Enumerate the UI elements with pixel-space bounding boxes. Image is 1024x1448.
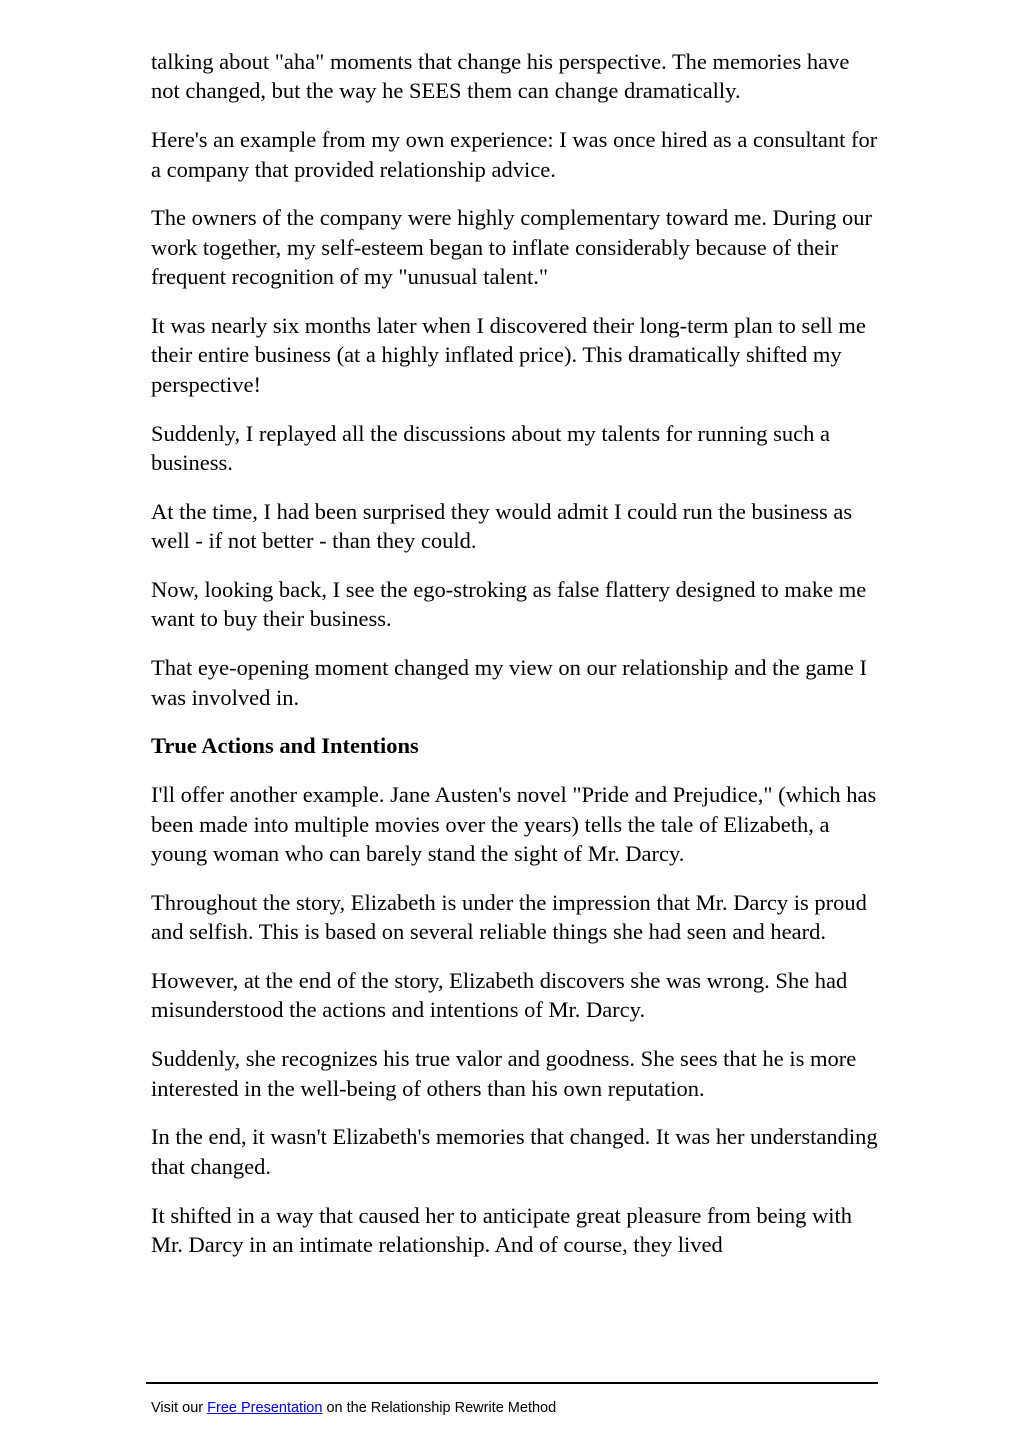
body-paragraph: In the end, it wasn't Elizabeth's memories that changed. It was her understanding that changed. [151, 1124, 878, 1179]
body-paragraph: Here's an example from my own experience: I was once hired as a consultant for a company that provided relationship advice. [151, 127, 878, 182]
body-paragraph: It shifted in a way that caused her to anticipate great pleasure from being with Mr. Darcy in an intimate relationship. And of course, they lived [151, 1202, 852, 1258]
body-paragraph: That eye-opening moment changed my view on our relationship and the game I was involved in. [151, 655, 868, 710]
body-paragraph: Suddenly, I replayed all the discussions about my talents for running such a business. [151, 420, 831, 476]
body-paragraph: Suddenly, she recognizes his true valor and goodness. She sees that he is more interested in the well-being of others than his own reputation. [151, 1046, 857, 1101]
footer-suffix: on the Relationship Rewrite Method [326, 1400, 557, 1416]
body-paragraph: Now, looking back, I see the ego-stroking as false flattery designed to make me want to buy their business. [151, 577, 867, 632]
page-body [151, 47, 881, 1279]
body-paragraph: However, at the end of the story, Elizabeth discovers she was wrong. She had misunderstood the actions and intentions of Mr. Darcy. [151, 968, 848, 1023]
section-heading: True Actions and Intentions [151, 733, 419, 759]
body-paragraph: talking about "aha" moments that change his perspective. The memories have not changed, but the way he SEES them can change dramatically. [151, 49, 850, 104]
free-presentation-link[interactable]: Free Presentation [207, 1400, 323, 1416]
footer [151, 1399, 556, 1417]
body-paragraph: I'll offer another example. Jane Austen's novel "Pride and Prejudice," (which has been made into multiple movies over the years) tells the tale of Elizabeth, a young woman who can barely stand the sight of Mr. Darcy. [151, 782, 877, 867]
body-paragraph: At the time, I had been surprised they would admit I could run the business as well - if not better - than they could. [151, 498, 853, 554]
body-paragraph: It was nearly six months later when I discovered their long-term plan to sell me their entire business (at a highly inflated price). This dramatically shifted my perspective! [151, 313, 866, 397]
footer-divider [146, 1382, 878, 1384]
body-paragraph: The owners of the company were highly complementary toward me. During our work together, my self-esteem began to inflate considerably because of their frequent recognition of my "unusual talent." [151, 205, 873, 290]
footer-prefix: Visit our [151, 1400, 204, 1416]
body-paragraph: Throughout the story, Elizabeth is under the impression that Mr. Darcy is proud and selfish. This is based on several reliable things she had seen and heard. [151, 889, 867, 945]
